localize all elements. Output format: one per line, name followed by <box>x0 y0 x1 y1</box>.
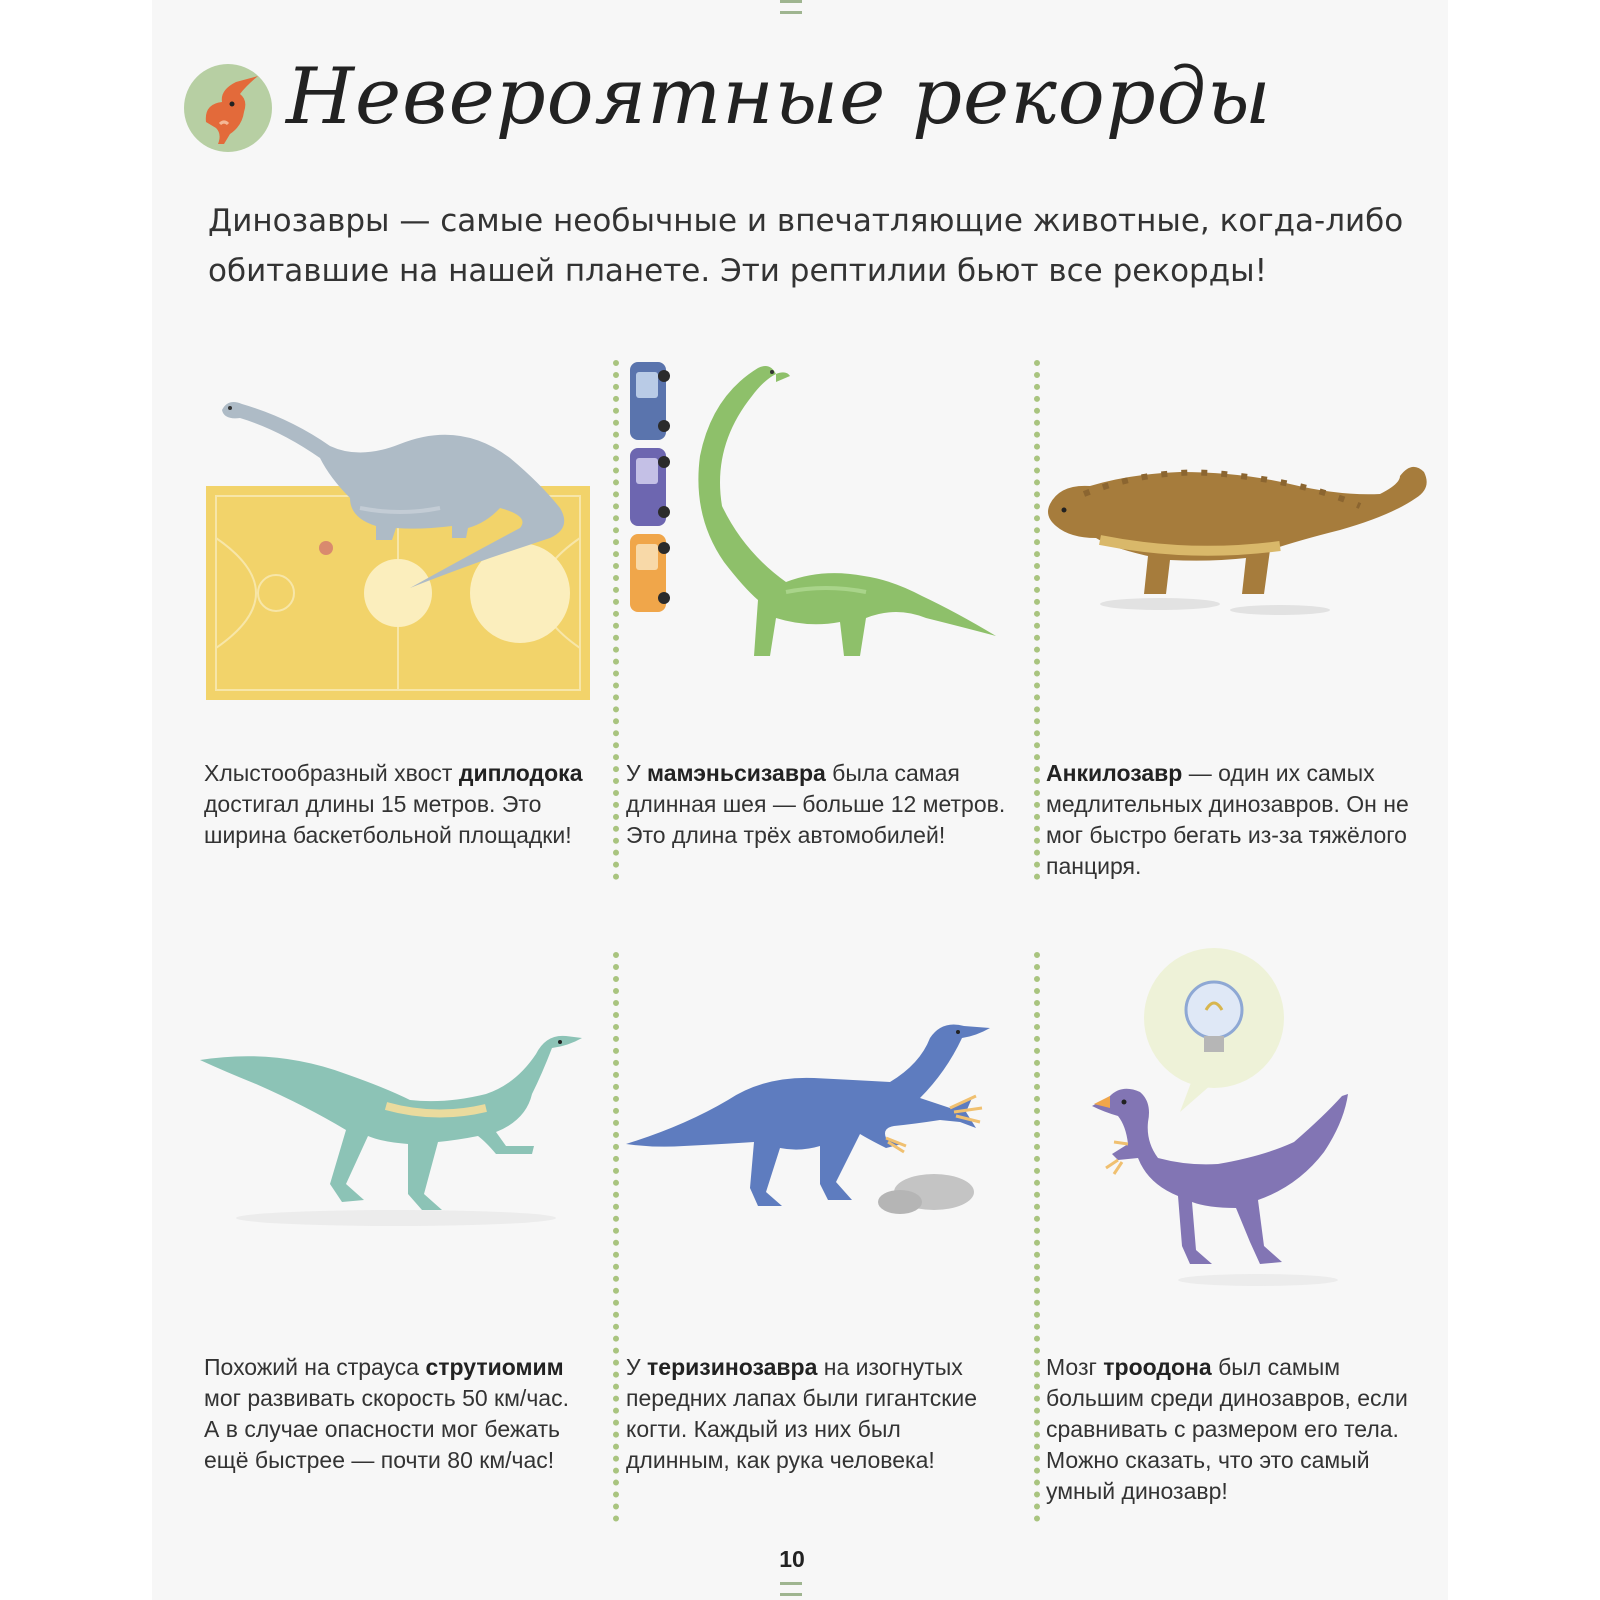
caption-diplodocus: Хлыстообразный хвост диплодока достигал длины 15 метров. Это ширина баскетбольной площадки! <box>204 760 583 848</box>
caption-ankylosaurus: Анкилозавр — один их самых медлительных динозавров. Он не мог быстро бегать из-за тяжёлого панциря. <box>1046 760 1409 879</box>
bottom-page-marker <box>780 1582 802 1596</box>
therizinosaurus-illustration <box>624 1016 1024 1246</box>
page-title: Невероятные рекорды <box>286 52 1272 142</box>
ankylosaurus-illustration <box>1040 454 1440 634</box>
divider-bottom-left <box>613 952 619 1522</box>
stacked-cars-icon <box>630 362 670 612</box>
caption-therizinosaurus: У теризинозавра на изогнутых передних лапах были гигантские когти. Каждый из них был длинным, как рука человека! <box>626 1354 977 1473</box>
dinosaur-name: троодона <box>1103 1354 1212 1380</box>
caption-struthiomimus: Похожий на страуса струтиомим мог развивать скорость 50 км/час. А в случае опасности мог бежать ещё быстрее — почти 80 км/час! <box>204 1354 569 1473</box>
page-number: 10 <box>779 1546 805 1572</box>
dinosaur-name: струтиомим <box>425 1354 564 1380</box>
struthiomimus-illustration <box>196 1024 596 1234</box>
caption-troodon: Мозг троодона был самым большим среди динозавров, если сравнивать с размером его тела. Можно сказать, что это самый умный динозавр! <box>1046 1354 1408 1504</box>
intro-line-2: обитавшие на нашей планете. Эти рептилии бьют все рекорды! <box>208 253 1268 289</box>
dinosaur-name: мамэньсизавра <box>647 760 826 786</box>
divider-bottom-right <box>1034 952 1040 1522</box>
mamenchisaurus-illustration <box>626 356 1026 692</box>
divider-top-left <box>613 360 619 880</box>
intro-line-1: Динозавры — самые необычные и впечатляющие животные, когда-либо <box>208 203 1404 239</box>
dinosaur-name: Анкилозавр <box>1046 760 1183 786</box>
parasaurolophus-badge-icon <box>184 64 272 152</box>
dinosaur-name: теризинозавра <box>647 1354 818 1380</box>
diplodocus-illustration <box>200 388 598 704</box>
troodon-illustration <box>1088 946 1438 1292</box>
top-page-marker <box>780 0 802 14</box>
caption-mamenchisaurus: У мамэньсизавра была самая длинная шея — больше 12 метров. Это длина трёх автомобилей! <box>626 760 1006 848</box>
intro-text <box>208 196 1438 296</box>
dinosaur-name: диплодока <box>458 760 583 786</box>
